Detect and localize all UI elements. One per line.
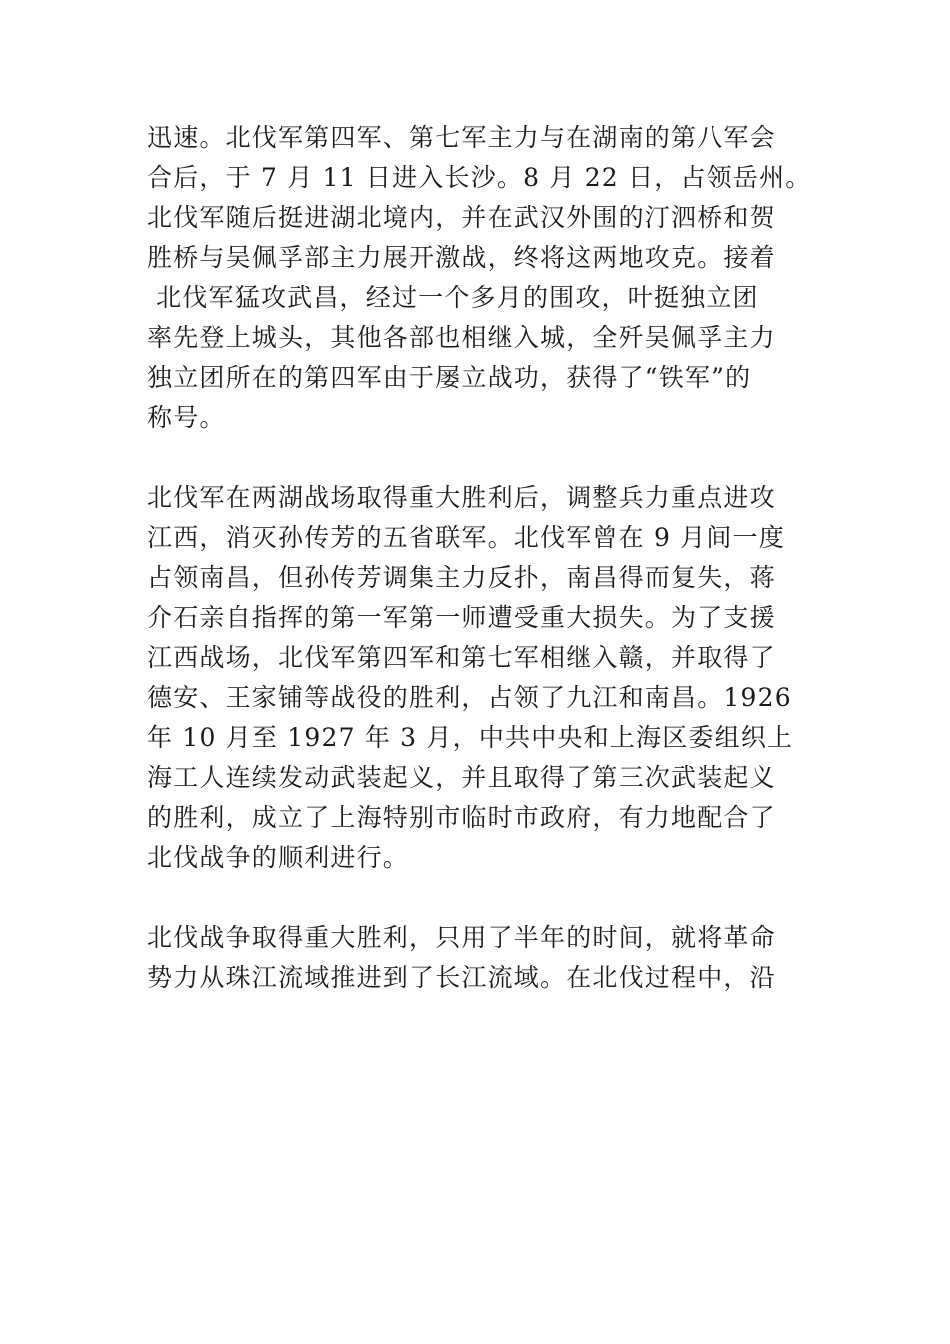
text-line: 北伐军猛攻武昌，经过一个多月的围攻，叶挺独立团 (147, 283, 759, 312)
text-line: 德安、王家铺等战役的胜利，占领了九江和南昌。1926 (147, 683, 792, 712)
text-line: 海工人连续发动武装起义，并且取得了第三次武装起义 (147, 763, 776, 792)
text-line: 北伐军在两湖战场取得重大胜利后，调整兵力重点进攻 (147, 483, 776, 512)
text-line: 独立团所在的第四军由于屡立战功，获得了“铁军”的 (147, 363, 752, 392)
text-line: 率先登上城头，其他各部也相继入城，全歼吴佩孚主力 (147, 323, 776, 352)
text-line: 江西，消灭孙传芳的五省联军。北伐军曾在 9 月间一度 (147, 523, 786, 552)
text-line: 占领南昌，但孙传芳调集主力反扑，南昌得而复失，蒋 (147, 563, 776, 592)
text-line: 北伐战争的顺利进行。 (147, 843, 410, 872)
text-line: 的胜利，成立了上海特别市临时市政府，有力地配合了 (147, 803, 776, 832)
text-line: 胜桥与吴佩孚部主力展开激战，终将这两地攻克。接着 (147, 243, 776, 272)
text-line: 势力从珠江流域推进到了长江流域。在北伐过程中，沿 (147, 963, 776, 992)
text-line: 迅速。北伐军第四军、第七军主力与在湖南的第八军会 (147, 123, 776, 152)
text-line: 合后，于 7 月 11 日进入长沙。8 月 22 日，占领岳州。 (147, 163, 812, 192)
text-line: 北伐战争取得重大胜利，只用了半年的时间，就将革命 (147, 923, 776, 952)
paragraph-2 (147, 478, 809, 878)
paragraph-1 (147, 118, 812, 438)
paragraph-3 (147, 918, 809, 998)
text-line: 北伐军随后挺进湖北境内，并在武汉外围的汀泗桥和贺 (147, 203, 776, 232)
text-line: 年 10 月至 1927 年 3 月，中共中央和上海区委组织上 (147, 723, 794, 752)
document-body (147, 118, 812, 1038)
text-line: 江西战场，北伐军第四军和第七军相继入赣，并取得了 (147, 643, 776, 672)
text-line: 称号。 (147, 403, 226, 432)
text-line: 介石亲自指挥的第一军第一师遭受重大损失。为了支援 (147, 603, 776, 632)
